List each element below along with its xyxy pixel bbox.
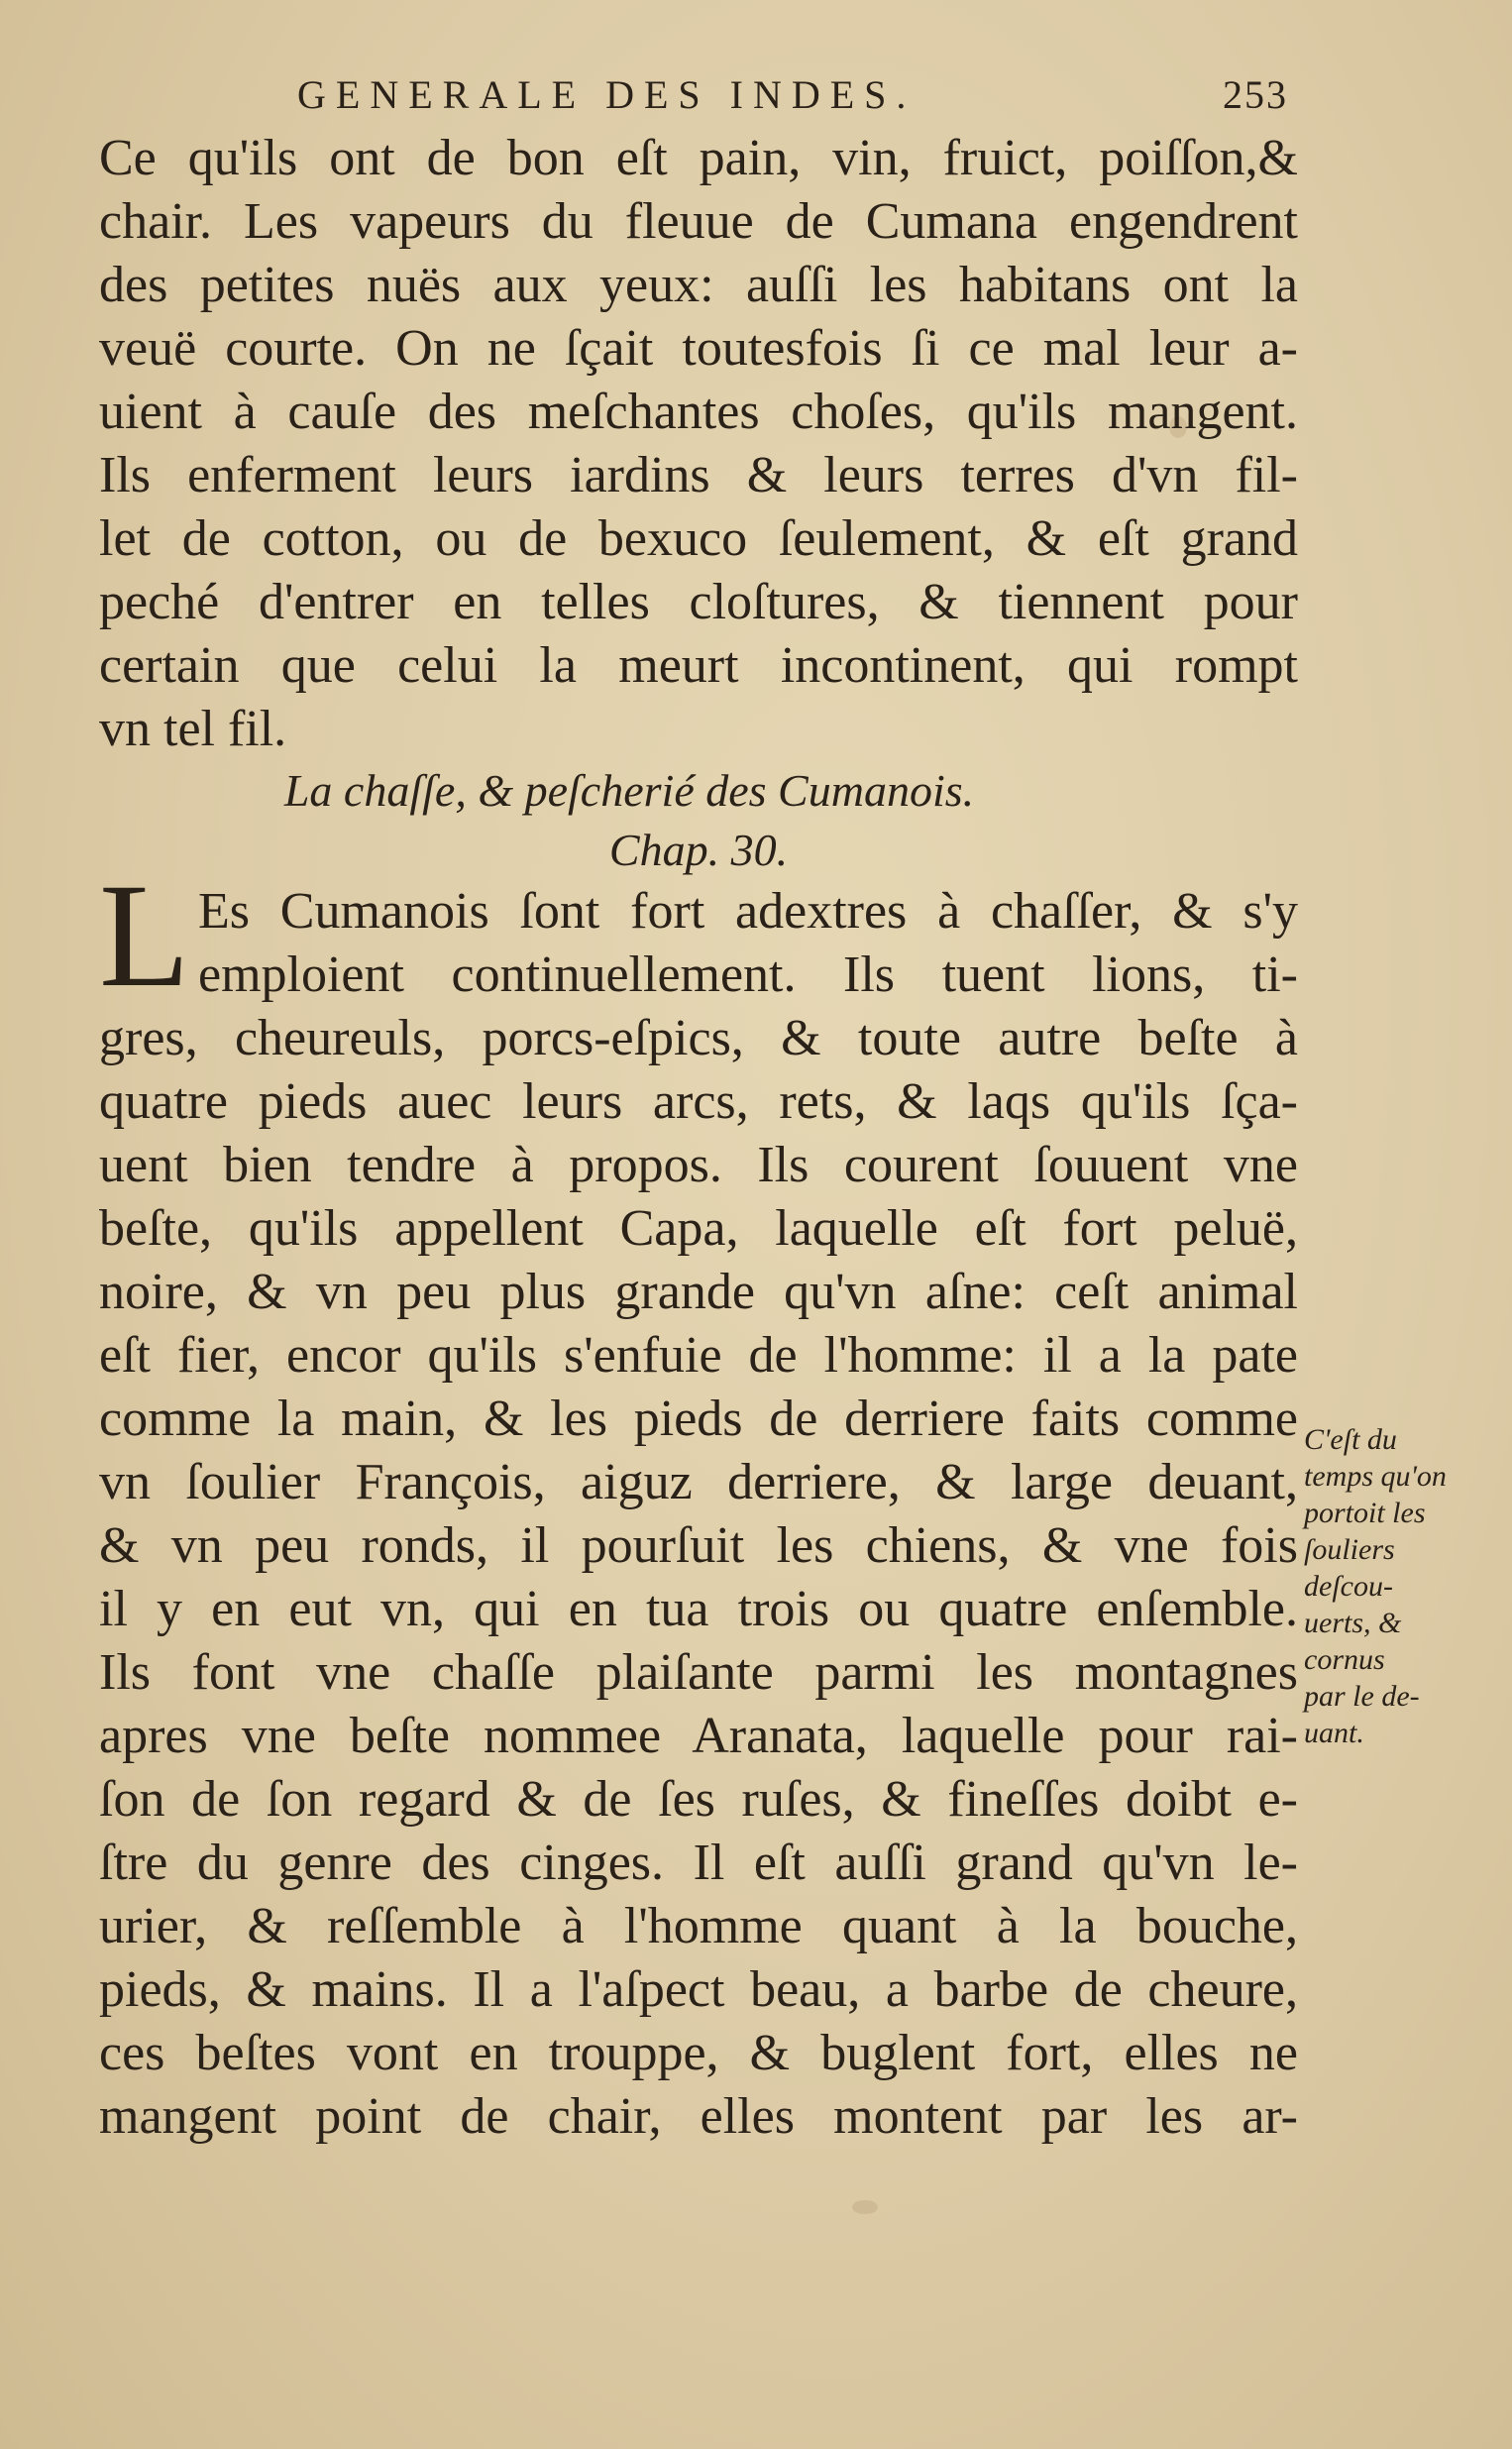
marginal-note-line: C'eſt du <box>1304 1423 1397 1456</box>
text-line: eſt fier, encor qu'ils s'enfuie de l'homme: il a la pate <box>99 1327 1298 1384</box>
text-line: Es Cumanois ſont fort adextres à chaſſer, & s'y <box>198 883 1298 940</box>
text-line: noire, & vn peu plus grande qu'vn aſne: ceſt animal <box>99 1264 1298 1320</box>
paper-stain <box>852 2200 878 2214</box>
marginal-note-line: temps qu'on <box>1304 1460 1447 1493</box>
text-line: mangent point de chair, elles montent par les ar- <box>99 2088 1298 2145</box>
text-line: vn ſoulier François, aiguz derriere, & large deuant, <box>99 1454 1298 1510</box>
text-line: urier, & reſſemble à l'homme quant à la bouche, <box>99 1898 1298 1954</box>
text-line: emploient continuellement. Ils tuent lions, ti- <box>198 946 1298 1003</box>
marginal-note-line: par le de- <box>1304 1680 1420 1713</box>
text-line: uent bien tendre à propos. Ils courent ſouuent vne <box>99 1137 1298 1193</box>
text-line: uient à cauſe des meſchantes choſes, qu'ils mangent. <box>99 384 1298 440</box>
text-line: let de cotton, ou de bexuco ſeulement, & eſt grand <box>99 510 1298 567</box>
marginal-note-line: uant. <box>1304 1717 1364 1749</box>
text-line: certain que celui la meurt incontinent, qui rompt <box>99 637 1298 694</box>
marginal-note-line: uerts, & <box>1304 1607 1402 1639</box>
text-line: gres, cheureuls, porcs-eſpics, & toute autre beſte à <box>99 1010 1298 1066</box>
text-line: Ils enferment leurs iardins & leurs terres d'vn fil- <box>99 447 1298 503</box>
text-line: apres vne beſte nommee Aranata, laquelle pour rai- <box>99 1708 1298 1764</box>
drop-cap: L <box>99 853 190 1018</box>
text-line: comme la main, & les pieds de derriere faits comme <box>99 1391 1298 1447</box>
text-line: peché d'entrer en telles cloſtures, & tiennent pour <box>99 574 1298 630</box>
chapter-title: La chaſſe, & peſcherié des Cumanois. <box>283 765 975 816</box>
running-title: GENERALE DES INDES. <box>297 72 917 117</box>
page-number: 253 <box>1223 72 1288 117</box>
text-line: beſte, qu'ils appellent Capa, laquelle eſt fort peluë, <box>99 1200 1298 1257</box>
text-line: ſon de ſon regard & de ſes ruſes, & fineſſes doibt e- <box>99 1771 1298 1828</box>
text-line: Ce qu'ils ont de bon eſt pain, vin, fruict, poiſſon,& <box>99 130 1298 186</box>
marginal-note-line: deſcou- <box>1304 1570 1393 1603</box>
marginal-note-line: portoit les <box>1304 1497 1426 1529</box>
text-line: des petites nuës aux yeux: auſſi les habitans ont la <box>99 257 1298 313</box>
text-line: ſtre du genre des cinges. Il eſt auſſi grand qu'vn le- <box>99 1835 1298 1891</box>
chapter-number: Chap. 30. <box>608 825 789 875</box>
text-line: pieds, & mains. Il a l'aſpect beau, a barbe de cheure, <box>99 1961 1298 2018</box>
text-line: quatre pieds auec leurs arcs, rets, & laqs qu'ils ſça- <box>99 1073 1298 1130</box>
running-header <box>297 71 1288 121</box>
marginal-note-line: cornus <box>1304 1643 1385 1676</box>
text-line: il y en eut vn, qui en tua trois ou quatre enſemble. <box>99 1581 1298 1637</box>
text-line: chair. Les vapeurs du fleuue de Cumana engendrent <box>99 193 1298 250</box>
text-line: ces beſtes vont en trouppe, & buglent fort, elles ne <box>99 2025 1298 2081</box>
text-line: & vn peu ronds, il pourſuit les chiens, & vne fois <box>99 1517 1298 1574</box>
marginal-note <box>1304 1421 1512 1751</box>
text-line: veuë courte. On ne ſçait toutesfois ſi ce mal leur a- <box>99 320 1298 377</box>
marginal-note-line: ſouliers <box>1304 1533 1395 1566</box>
text-line: vn tel fil. <box>99 701 287 757</box>
text-line: Ils font vne chaſſe plaiſante parmi les montagnes <box>99 1644 1298 1701</box>
